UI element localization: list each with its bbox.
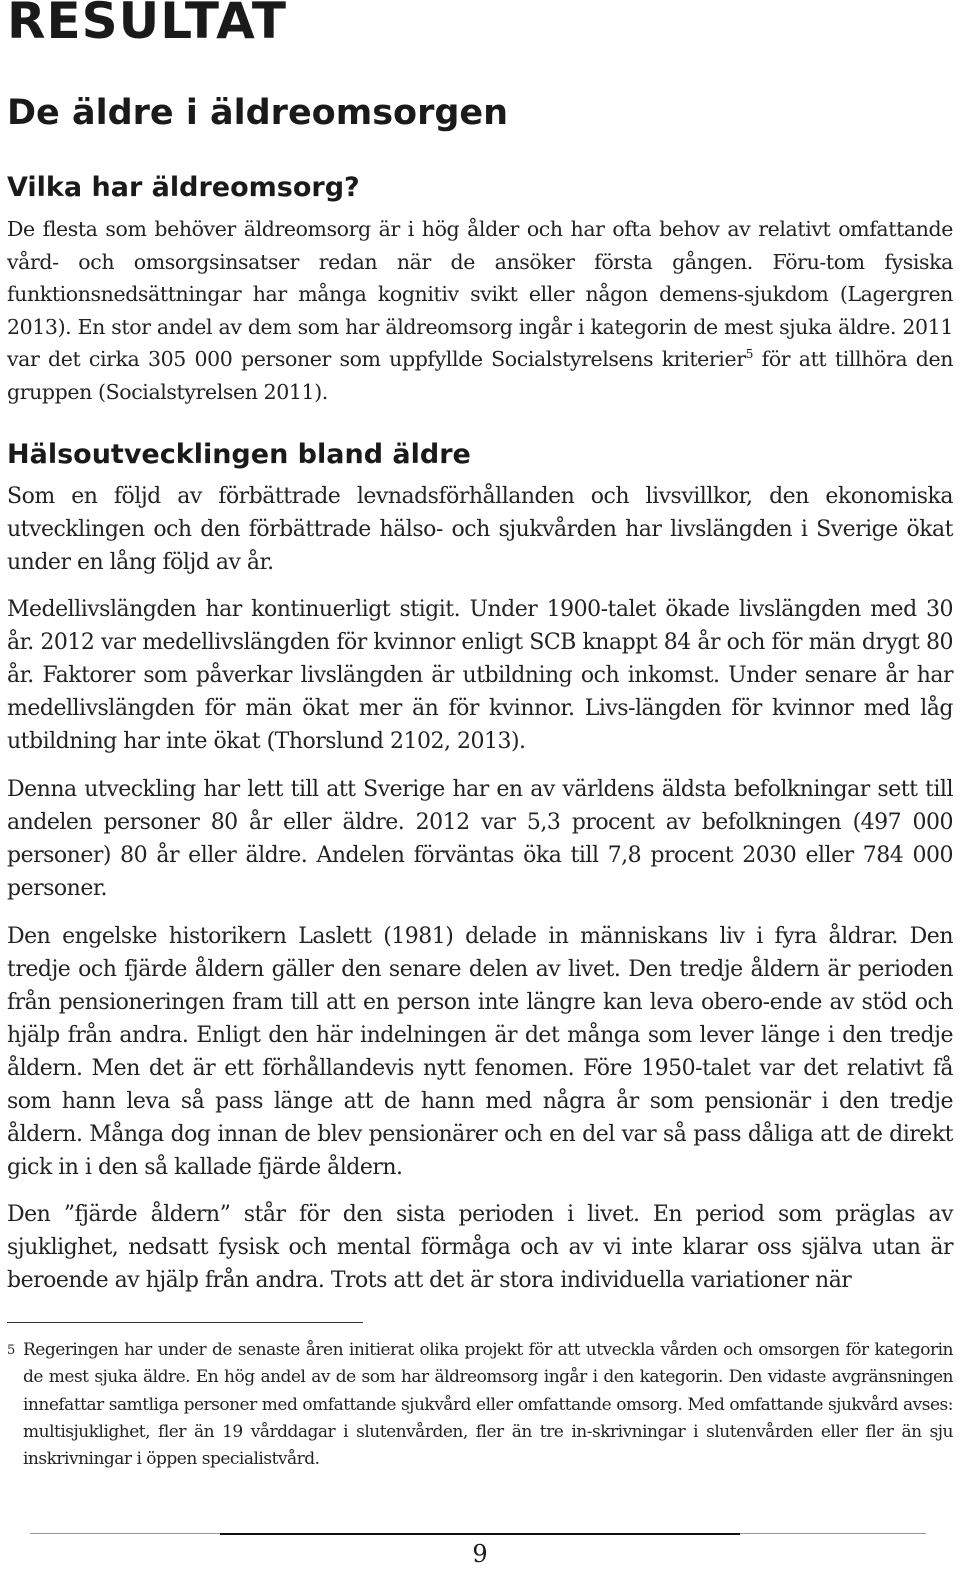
paragraph-3: Denna utveckling har lett till att Sverige har en av världens äldsta befolkningar sett till andelen personer 80 år eller äldre. 2012 var 5,3 procent av befolkningen (497 000 personer) 80 år eller äldre. Andelen förväntas öka till 7,8 procent 2030 eller 784 000 personer.	[7, 777, 953, 901]
paragraph-vilka	[7, 213, 953, 409]
section-heading: De äldre i äldreomsorgen	[7, 93, 509, 133]
paragraph-vilka-text-b: för att tillhöra den gruppen (Socialstyrelsen 2011).	[7, 347, 953, 404]
page-number: 9	[472, 1540, 488, 1568]
subheading-vilka: Vilka har äldreomsorg?	[7, 172, 360, 203]
subheading-halsoutvecklingen: Hälsoutvecklingen bland äldre	[7, 439, 471, 470]
footnote	[7, 1337, 953, 1473]
paragraph-4: Den engelske historikern Laslett (1981) delade in människans liv i fyra åldrar. Den tredje och fjärde åldern gäller den senare delen av livet. Den tredje åldern är perioden från pensioneringen fram till att en person inte längre kan leva obero-ende av stöd och hjälp från andra. Enligt den här indelningen är det många som lever länge i den tredje åldern. Men det är ett förhållandevis nytt fenomen. Före 1950-talet var det relativt få som hann leva så pass länge att de hann med några år som pensionär i den tredje åldern. Många dog innan de blev pensionärer och en del var så pass dåliga att de direkt gick in i den så kallade fjärde åldern.	[7, 924, 953, 1180]
paragraph-vilka-text-a: De flesta som behöver äldreomsorg är i hög ålder och har ofta behov av relativt omfattande vård- och omsorgsinsatser redan när de ansöker första gången. Föru-tom fysiska funktionsnedsättningar har många kognitiv svikt eller någon demens-sjukdom (Lagergren 2013). En stor andel av dem som har äldreomsorg ingår i kategorin de mest sjuka äldre. 2011 var det cirka 305 000 personer som uppfyllde Socialstyrelsens kriterier	[7, 217, 953, 372]
paragraph-1: Som en följd av förbättrade levnadsförhållanden och livsvillkor, den ekonomiska utvecklingen och den förbättrade hälso- och sjukvården har livslängden i Sverige ökat under en lång följd av år.	[7, 484, 953, 575]
footer-divider-accent	[220, 1533, 740, 1535]
footnote-text: Regeringen har under de senaste åren initierat olika projekt för att utveckla vården och omsorgen för kategorin de mest sjuka äldre. En hög andel av de som har äldreomsorg ingår i den kategorin. Den vidaste avgränsningen innefattar samtliga personer med omfattande sjukvård eller omfattande omsorg. Med omfattande sjukvård avses: multisjuklighet, fler än 19 vårddagar i slutenvården, fler än tre in-skrivningar i slutenvården eller fler än sju inskrivningar i öppen specialistvård.	[23, 1340, 953, 1470]
footnote-number: 5	[7, 1343, 15, 1358]
footnote-reference[interactable]: 5	[745, 347, 754, 362]
footnote-divider	[7, 1322, 363, 1323]
paragraph-2: Medellivslängden har kontinuerligt stigit. Under 1900-talet ökade livslängden med 30 år. 2012 var medellivslängden för kvinnor enligt SCB knappt 84 år och för män drygt 80 år. Faktorer som påverkar livslängden är utbildning och inkomst. Under senare år har medellivslängden för män ökat mer än för kvinnor. Livs-längden för kvinnor med låg utbildning har inte ökat (Thorslund 2102, 2013).	[7, 597, 953, 754]
main-heading: RESULTAT	[7, 0, 287, 50]
paragraph-5: Den ”fjärde åldern” står för den sista perioden i livet. En period som präglas av sjuklighet, nedsatt fysisk och mental förmåga och av vi inte klarar oss själva utan är beroende av hjälp från andra. Trots att det är stora individuella variationer när	[7, 1202, 953, 1293]
